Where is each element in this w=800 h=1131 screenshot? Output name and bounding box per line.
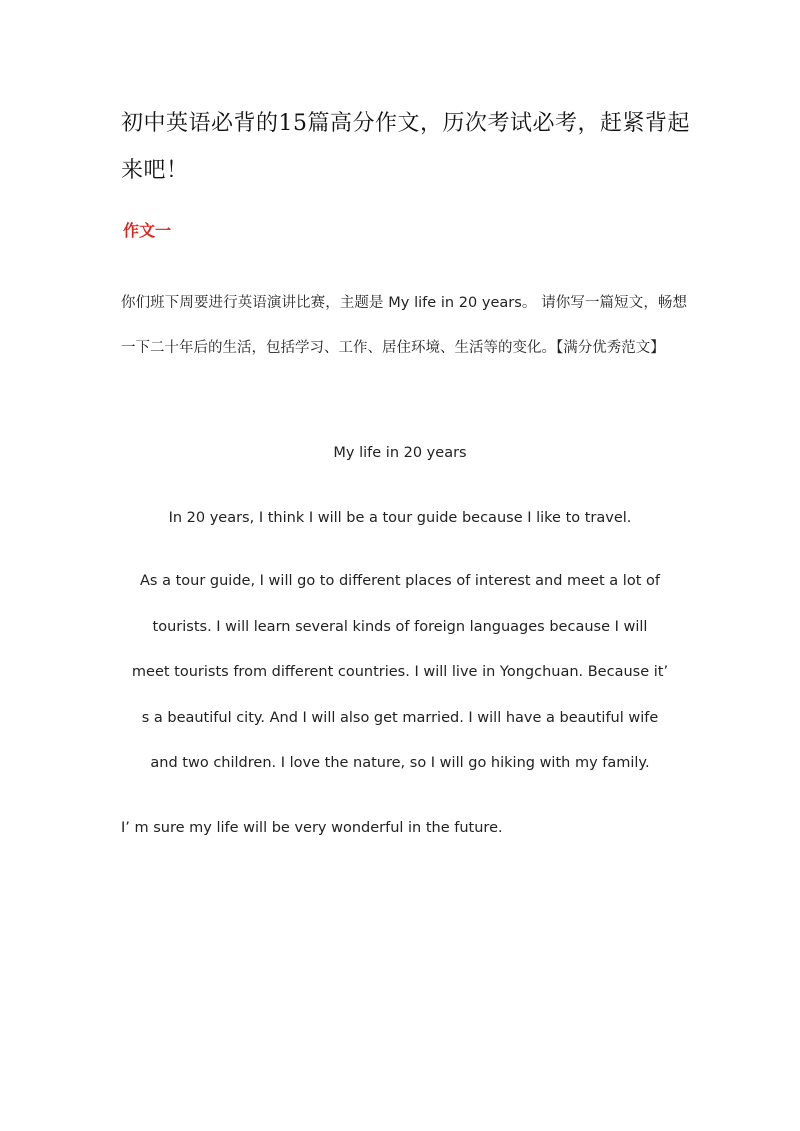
document-title: 初中英语必背的15篇高分作文，历次考试必考，赶紧背起来吧！	[121, 111, 690, 183]
essay-line: tourists. I will learn several kinds of foreign languages because I will	[152, 619, 648, 635]
essay-line: s a beautiful city. And I will also get married. I will have a beautiful wife	[141, 710, 659, 726]
essay-line: meet tourists from different countries. I will live in Yongchuan. Because it’	[131, 664, 669, 680]
essay-prompt: 你们班下周要进行英语演讲比赛，主题是 My life in 20 years。 请你写一篇短文，畅想一下二十年后的生活，包括学习、工作、居住环境、生活等的变化。【满分优秀范文】	[121, 295, 687, 356]
essay-line: In 20 years, I think I will be a tour guide because I like to travel.	[168, 510, 632, 526]
essay-line: and two children. I love the nature, so I will go hiking with my family.	[150, 755, 650, 771]
section-heading: 作文一	[123, 221, 172, 240]
essay-title: My life in 20 years	[333, 445, 467, 461]
essay-line: I’ m sure my life will be very wonderful in the future.	[121, 820, 503, 836]
essay-line: As a tour guide, I will go to different places of interest and meet a lot of	[140, 573, 660, 589]
